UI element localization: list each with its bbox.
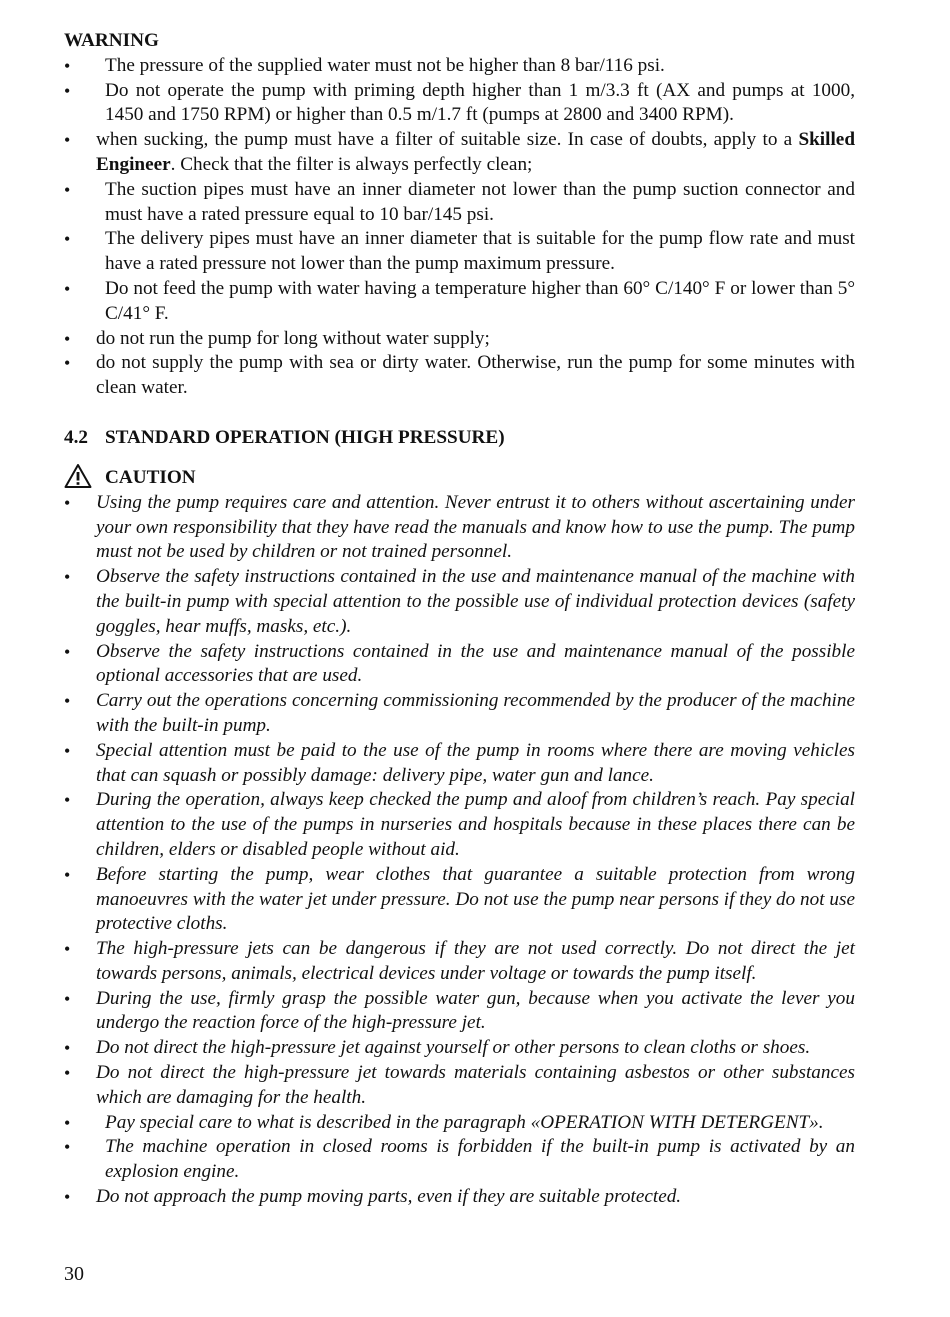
caution-item: • Carry out the operations concerning commissioning recommended by the producer of the machine with the built-in pump. <box>64 689 855 739</box>
caution-item: • During the use, firmly grasp the possible water gun, because when you activate the lever you undergo the reaction force of the high-pressure jet. <box>64 987 855 1037</box>
caution-item: • Observe the safety instructions contained in the use and maintenance manual of the machine with the built-in pump with special attention to the possible use of individual protection devices (safety goggles, hear muffs, masks, etc.). <box>64 565 855 639</box>
caution-heading <box>64 463 855 491</box>
caution-item: • The machine operation in closed rooms is forbidden if the built-in pump is activated by an explosion engine. <box>64 1135 855 1185</box>
warning-triangle-icon <box>64 463 92 489</box>
caution-item: • Do not direct the high-pressure jet towards materials containing asbestos or other substances which are damaging for the health. <box>64 1061 855 1111</box>
warning-item <box>64 128 855 178</box>
section-title: STANDARD OPERATION (HIGH PRESSURE) <box>105 426 505 448</box>
warning-item-bold: Skilled Engineer <box>96 129 855 175</box>
warning-list <box>64 54 855 401</box>
warning-item: • The pressure of the supplied water must not be higher than 8 bar/116 psi. <box>64 54 855 79</box>
warning-item: • do not run the pump for long without water supply; <box>64 327 855 352</box>
caution-item: • Before starting the pump, wear clothes that guarantee a suitable protection from wrong manoeuvres with the water jet under pressure. Do not use the pump near persons if they do not use protective cloths. <box>64 863 855 937</box>
document-page <box>64 29 855 1210</box>
warning-item-text: . Check that the filter is always perfectly clean; <box>170 153 533 175</box>
caution-item: • Do not approach the pump moving parts, even if they are suitable protected. <box>64 1185 855 1210</box>
warning-item: • The delivery pipes must have an inner diameter that is suitable for the pump flow rate and must have a rated pressure not lower than the pump maximum pressure. <box>64 227 855 277</box>
section-heading <box>64 426 855 451</box>
caution-item: • Using the pump requires care and attention. Never entrust it to others without ascertaining under your own responsibility that they have read the manuals and know how to use the pump. The pump must not be used by children or not trained personnel. <box>64 491 855 565</box>
warning-item: • do not supply the pump with sea or dirty water. Otherwise, run the pump for some minutes with clean water. <box>64 351 855 401</box>
warning-item-text: when sucking, the pump must have a filter of suitable size. In case of doubts, apply to a <box>96 129 799 151</box>
warning-item: • The suction pipes must have an inner diameter not lower than the pump suction connector and must have a rated pressure equal to 10 bar/145 psi. <box>64 178 855 228</box>
caution-item: • Special attention must be paid to the use of the pump in rooms where there are moving vehicles that can squash or possibly damage: delivery pipe, water gun and lance. <box>64 739 855 789</box>
warning-item: • Do not operate the pump with priming depth higher than 1 m/3.3 ft (AX and pumps at 1000, 1450 and 1750 RPM) or higher than 0.5 m/1.7 ft (pumps at 2800 and 3400 RPM). <box>64 79 855 129</box>
caution-item: • Pay special care to what is described in the paragraph «OPERATION WITH DETERGENT». <box>64 1111 855 1136</box>
section-number: 4.2 <box>64 426 88 448</box>
caution-item: • The high-pressure jets can be dangerous if they are not used correctly. Do not direct the jet towards persons, animals, electrical devices under voltage or towards the pump itself. <box>64 937 855 987</box>
caution-item: • Do not direct the high-pressure jet against yourself or other persons to clean cloths or shoes. <box>64 1036 855 1061</box>
warning-item: • Do not feed the pump with water having a temperature higher than 60° C/140° F or lower than 5° C/41° F. <box>64 277 855 327</box>
page-number: 30 <box>64 1263 84 1285</box>
caution-item: • Observe the safety instructions contained in the use and maintenance manual of the possible optional accessories that are used. <box>64 640 855 690</box>
caution-item: • During the operation, always keep checked the pump and aloof from children’s reach. Pay special attention to the use of the pumps in nurseries and hospitals because in these places there can be children, elders or disabled people without aid. <box>64 788 855 862</box>
warning-heading: WARNING <box>64 30 159 51</box>
caution-title: CAUTION <box>105 466 196 488</box>
caution-list <box>64 491 855 1210</box>
